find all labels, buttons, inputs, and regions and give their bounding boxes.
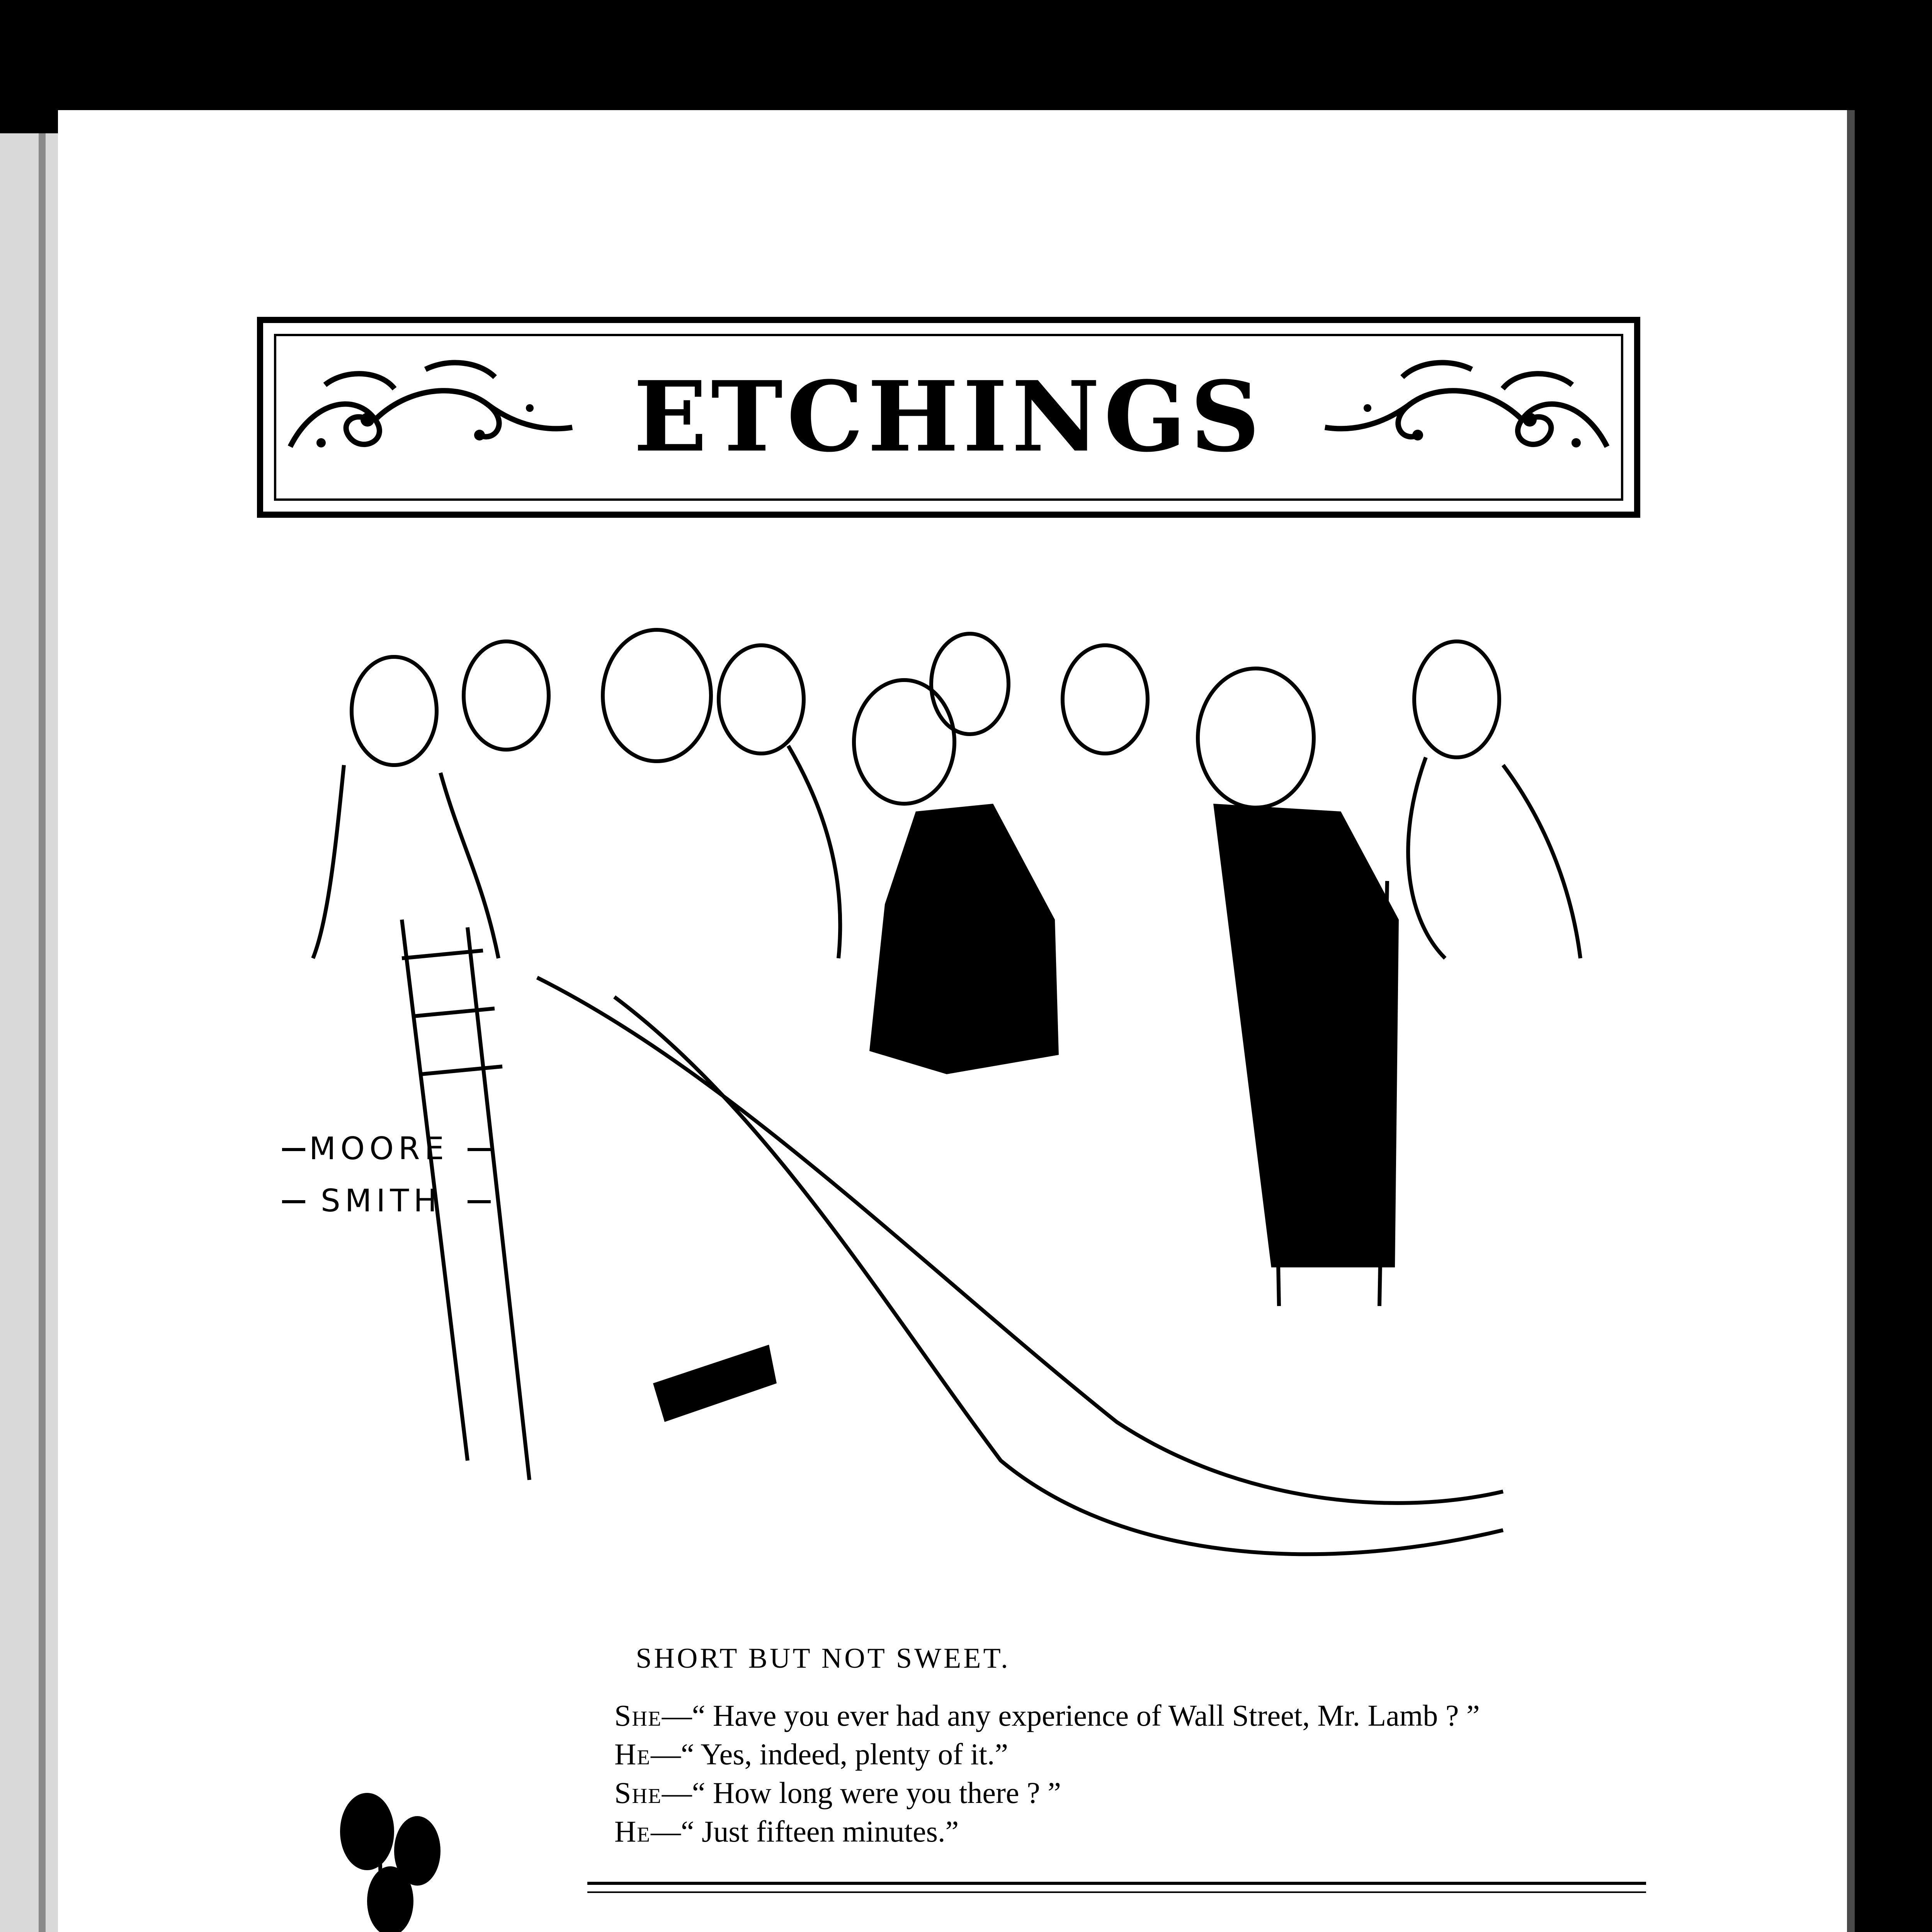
right-scroll-ornament bbox=[1317, 354, 1619, 466]
spine-edge bbox=[39, 133, 46, 1932]
dialogue-text: —“ How long were you there ? ” bbox=[662, 1776, 1061, 1810]
signature-line-2: SMITH bbox=[321, 1183, 442, 1219]
dinner-party-illustration bbox=[267, 611, 1619, 1615]
dialogue-line bbox=[614, 1812, 1658, 1851]
dialogue-line bbox=[614, 1696, 1658, 1735]
dialogue-line bbox=[614, 1735, 1658, 1774]
header-banner bbox=[257, 317, 1640, 518]
speaker: She bbox=[614, 1776, 662, 1810]
section-divider bbox=[587, 1882, 1646, 1885]
dialogue-text: —“ Yes, indeed, plenty of it.” bbox=[650, 1737, 1008, 1771]
page-edge bbox=[1847, 110, 1855, 1932]
speaker: She bbox=[614, 1699, 662, 1732]
speaker: He bbox=[614, 1737, 651, 1771]
speaker: He bbox=[614, 1815, 651, 1848]
page-title: ETCHINGS bbox=[633, 360, 1264, 473]
cartoon-dialogue bbox=[614, 1696, 1658, 1851]
lily-illustration bbox=[270, 1785, 587, 1932]
book-spine bbox=[0, 133, 58, 1932]
section-divider-thin bbox=[587, 1891, 1646, 1893]
dialogue-text: —“ Have you ever had any experience of Wall Street, Mr. Lamb ? ” bbox=[662, 1699, 1480, 1732]
artist-signature bbox=[278, 1121, 495, 1236]
cartoon-title: SHORT BUT NOT SWEET. bbox=[636, 1643, 1010, 1674]
dialogue-line bbox=[614, 1774, 1658, 1812]
signature-line-1: MOORE bbox=[309, 1131, 449, 1167]
dialogue-text: —“ Just fifteen minutes.” bbox=[650, 1815, 959, 1848]
